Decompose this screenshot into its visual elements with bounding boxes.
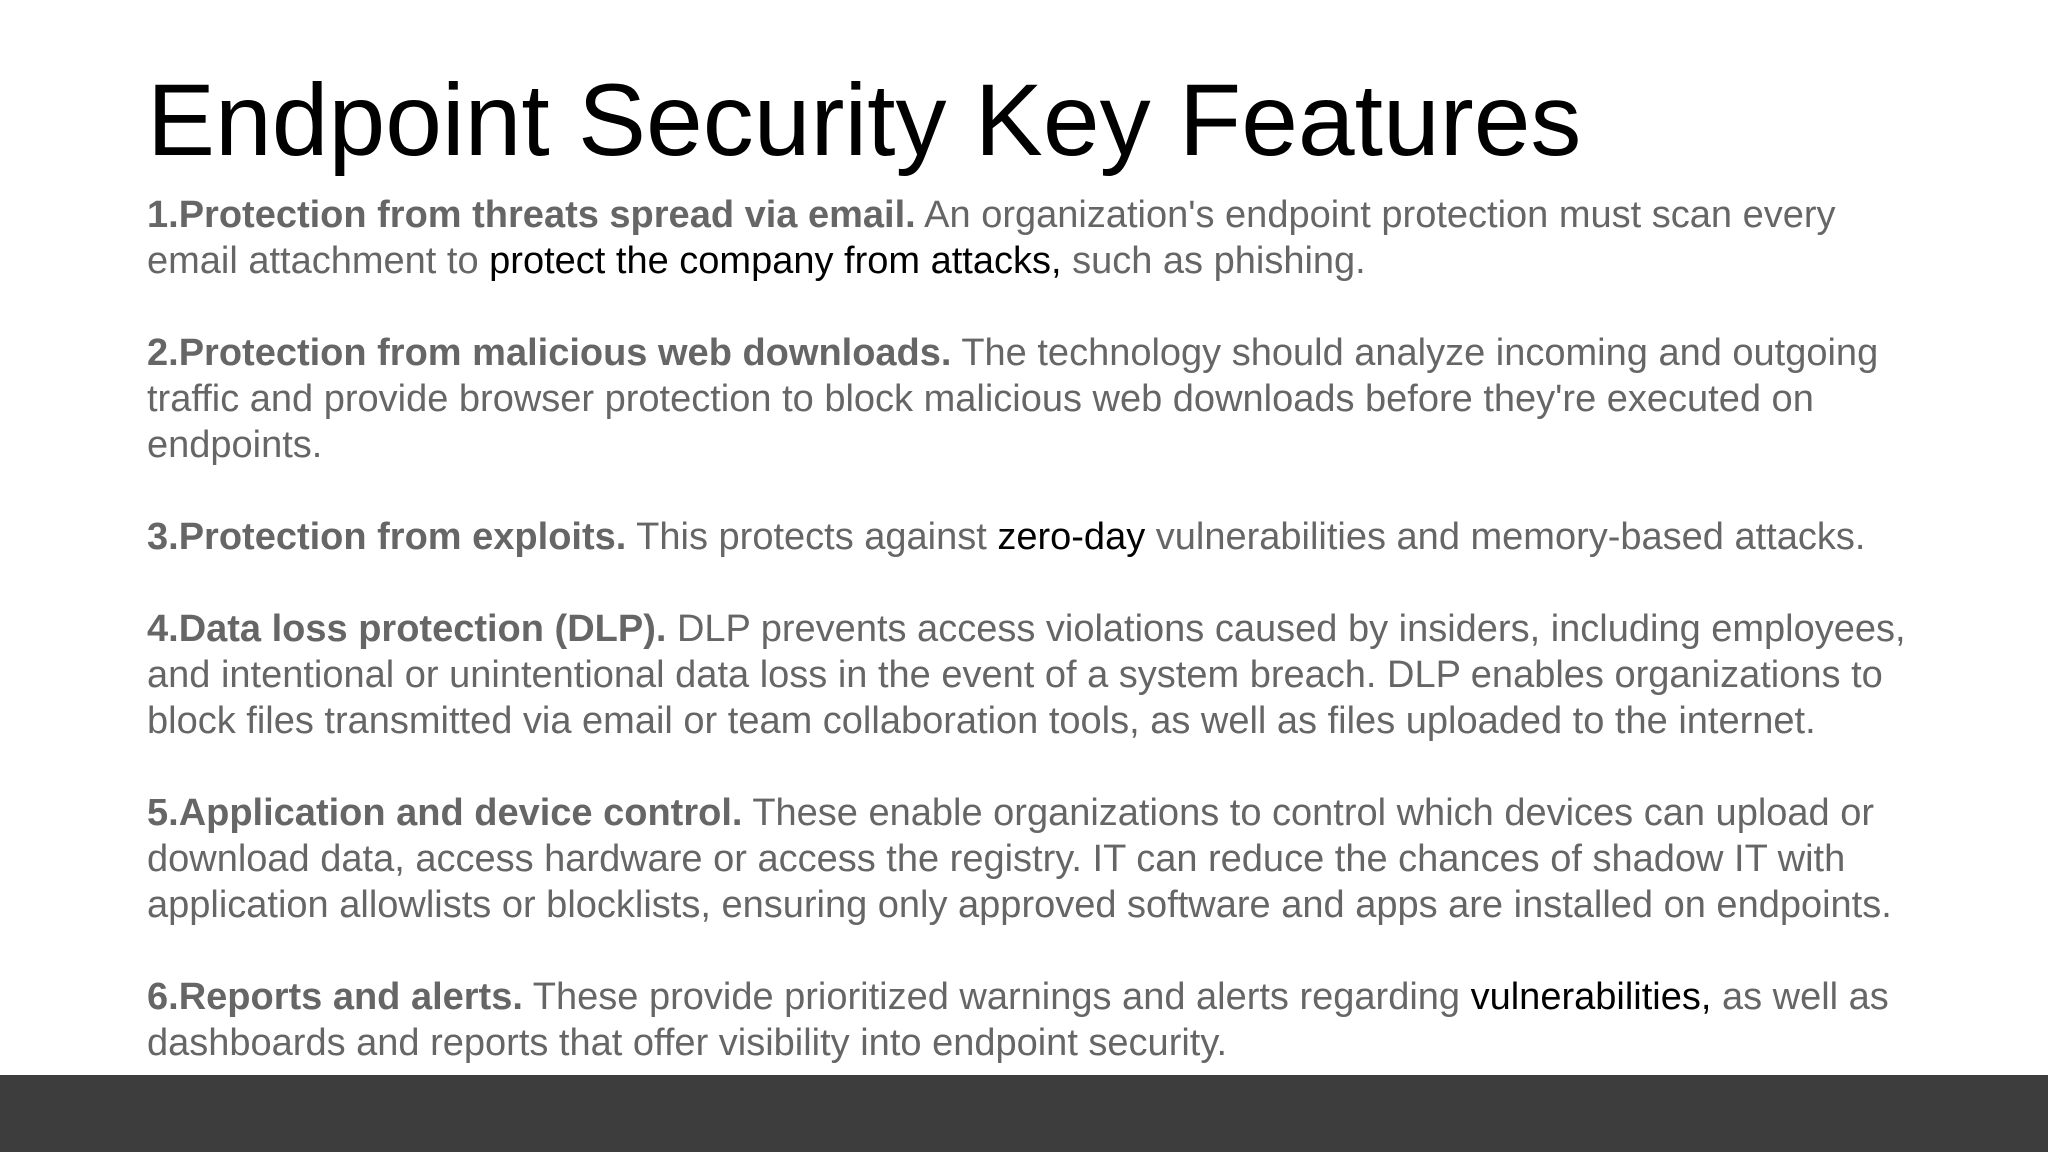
feature-item-app-device-control: [147, 790, 1927, 928]
feature-highlight: zero-day: [997, 516, 1146, 558]
feature-text: These provide prioritized warnings and alerts regarding: [522, 976, 1471, 1018]
feature-item-reports-alerts: [147, 974, 1927, 1066]
feature-heading: 3.Protection from exploits.: [147, 516, 627, 558]
feature-text-end: vulnerabilities and memory-based attacks.: [1145, 516, 1866, 558]
feature-item-web-downloads: [147, 330, 1927, 468]
feature-text-end: such as phishing.: [1061, 240, 1366, 282]
feature-heading: 4.Data loss protection (DLP).: [147, 608, 667, 650]
feature-item-email: [147, 192, 1927, 284]
feature-highlight: vulnerabilities,: [1470, 976, 1712, 1018]
feature-item-dlp: [147, 606, 1927, 744]
feature-text-end: as well as dashboards and reports that offer visibility into endpoint security.: [147, 976, 1889, 1064]
slide-title: Endpoint Security Key Features: [147, 63, 1582, 177]
feature-heading: 2.Protection from malicious web downloads.: [147, 332, 952, 374]
feature-text: These enable organizations to control which devices can upload or download data, access hardware or access the registry. IT can reduce the chances of shadow IT with application allowlists or blocklists, ensuring only approved software and apps are installed on endpoints.: [147, 792, 1892, 926]
feature-list: [147, 192, 1927, 1112]
feature-text: DLP prevents access violations caused by insiders, including employees, and intentional or unintentional data loss in the event of a system breach. DLP enables organizations to block files transmitted via email or team collaboration tools, as well as files uploaded to the internet.: [147, 608, 1906, 742]
feature-heading: 6.Reports and alerts.: [147, 976, 523, 1018]
presentation-footer-bar: [0, 1075, 2048, 1152]
feature-text: This protects against: [626, 516, 998, 558]
feature-text: An organization's endpoint protection must scan every email attachment to: [147, 194, 1836, 282]
feature-item-exploits: [147, 514, 1927, 560]
feature-heading: 1.Protection from threats spread via email.: [147, 194, 916, 236]
feature-text: The technology should analyze incoming and outgoing traffic and provide browser protection to block malicious web downloads before they're executed on endpoints.: [147, 332, 1879, 466]
feature-heading: 5.Application and device control.: [147, 792, 743, 834]
feature-highlight: protect the company from attacks,: [489, 240, 1062, 282]
